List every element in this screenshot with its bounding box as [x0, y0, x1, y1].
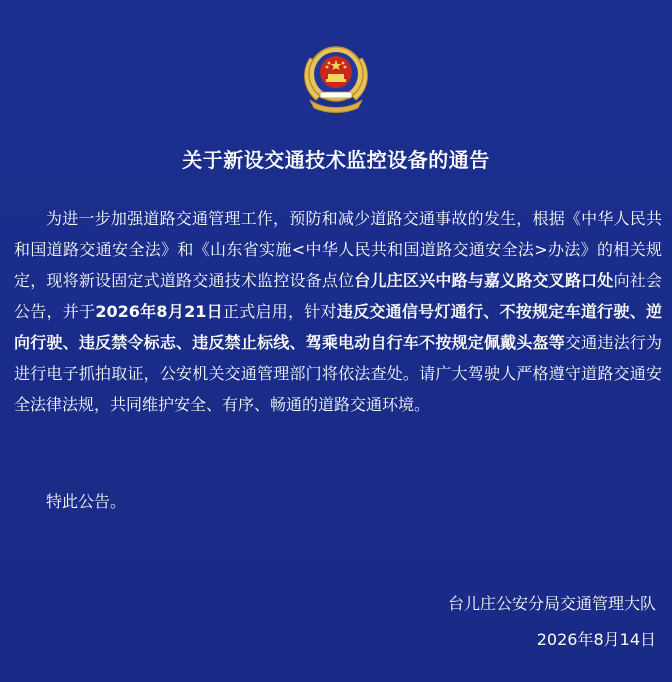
notice-text-part: 向社会公告，并于	[14, 271, 662, 321]
notice-closing: 特此公告。	[46, 492, 127, 511]
issuing-authority: 台儿庄公安分局交通管理大队	[447, 594, 656, 613]
police-badge-icon	[296, 36, 376, 114]
notice-text-part: 为进一步加强道路交通管理工作，预防和减少道路交通事故的发生，根据《中华人民共和国道路交通安全法》和《山东省实施<中华人民共和国道路交通安全法>办法》的相关规定，现将新设固定式道路交通技术监控设备点位	[14, 209, 662, 290]
monitoring-location: 台儿庄区兴中路与嘉义路交叉路口处	[354, 271, 614, 290]
notice-paragraph	[14, 203, 662, 420]
notice-text-part: 正式启用，针对	[222, 302, 337, 321]
violation-list: 违反交通信号灯通行、不按规定车道行驶、逆向行驶、违反禁令标志、违反禁止标线、驾乘电动自行车不按规定佩戴头盔等	[14, 302, 662, 352]
effective-date: 2026年8月21日	[95, 302, 223, 321]
notice-body	[14, 203, 662, 420]
notice-text-part: 交通违法行为进行电子抓拍取证，公安机关交通管理部门将依法查处。请广大驾驶人严格遵守道路交通安全法律法规，共同维护安全、有序、畅通的道路交通环境。	[14, 333, 662, 414]
issue-date: 2026年8月14日	[536, 630, 656, 649]
notice-title: 关于新设交通技术监控设备的通告	[182, 148, 490, 172]
